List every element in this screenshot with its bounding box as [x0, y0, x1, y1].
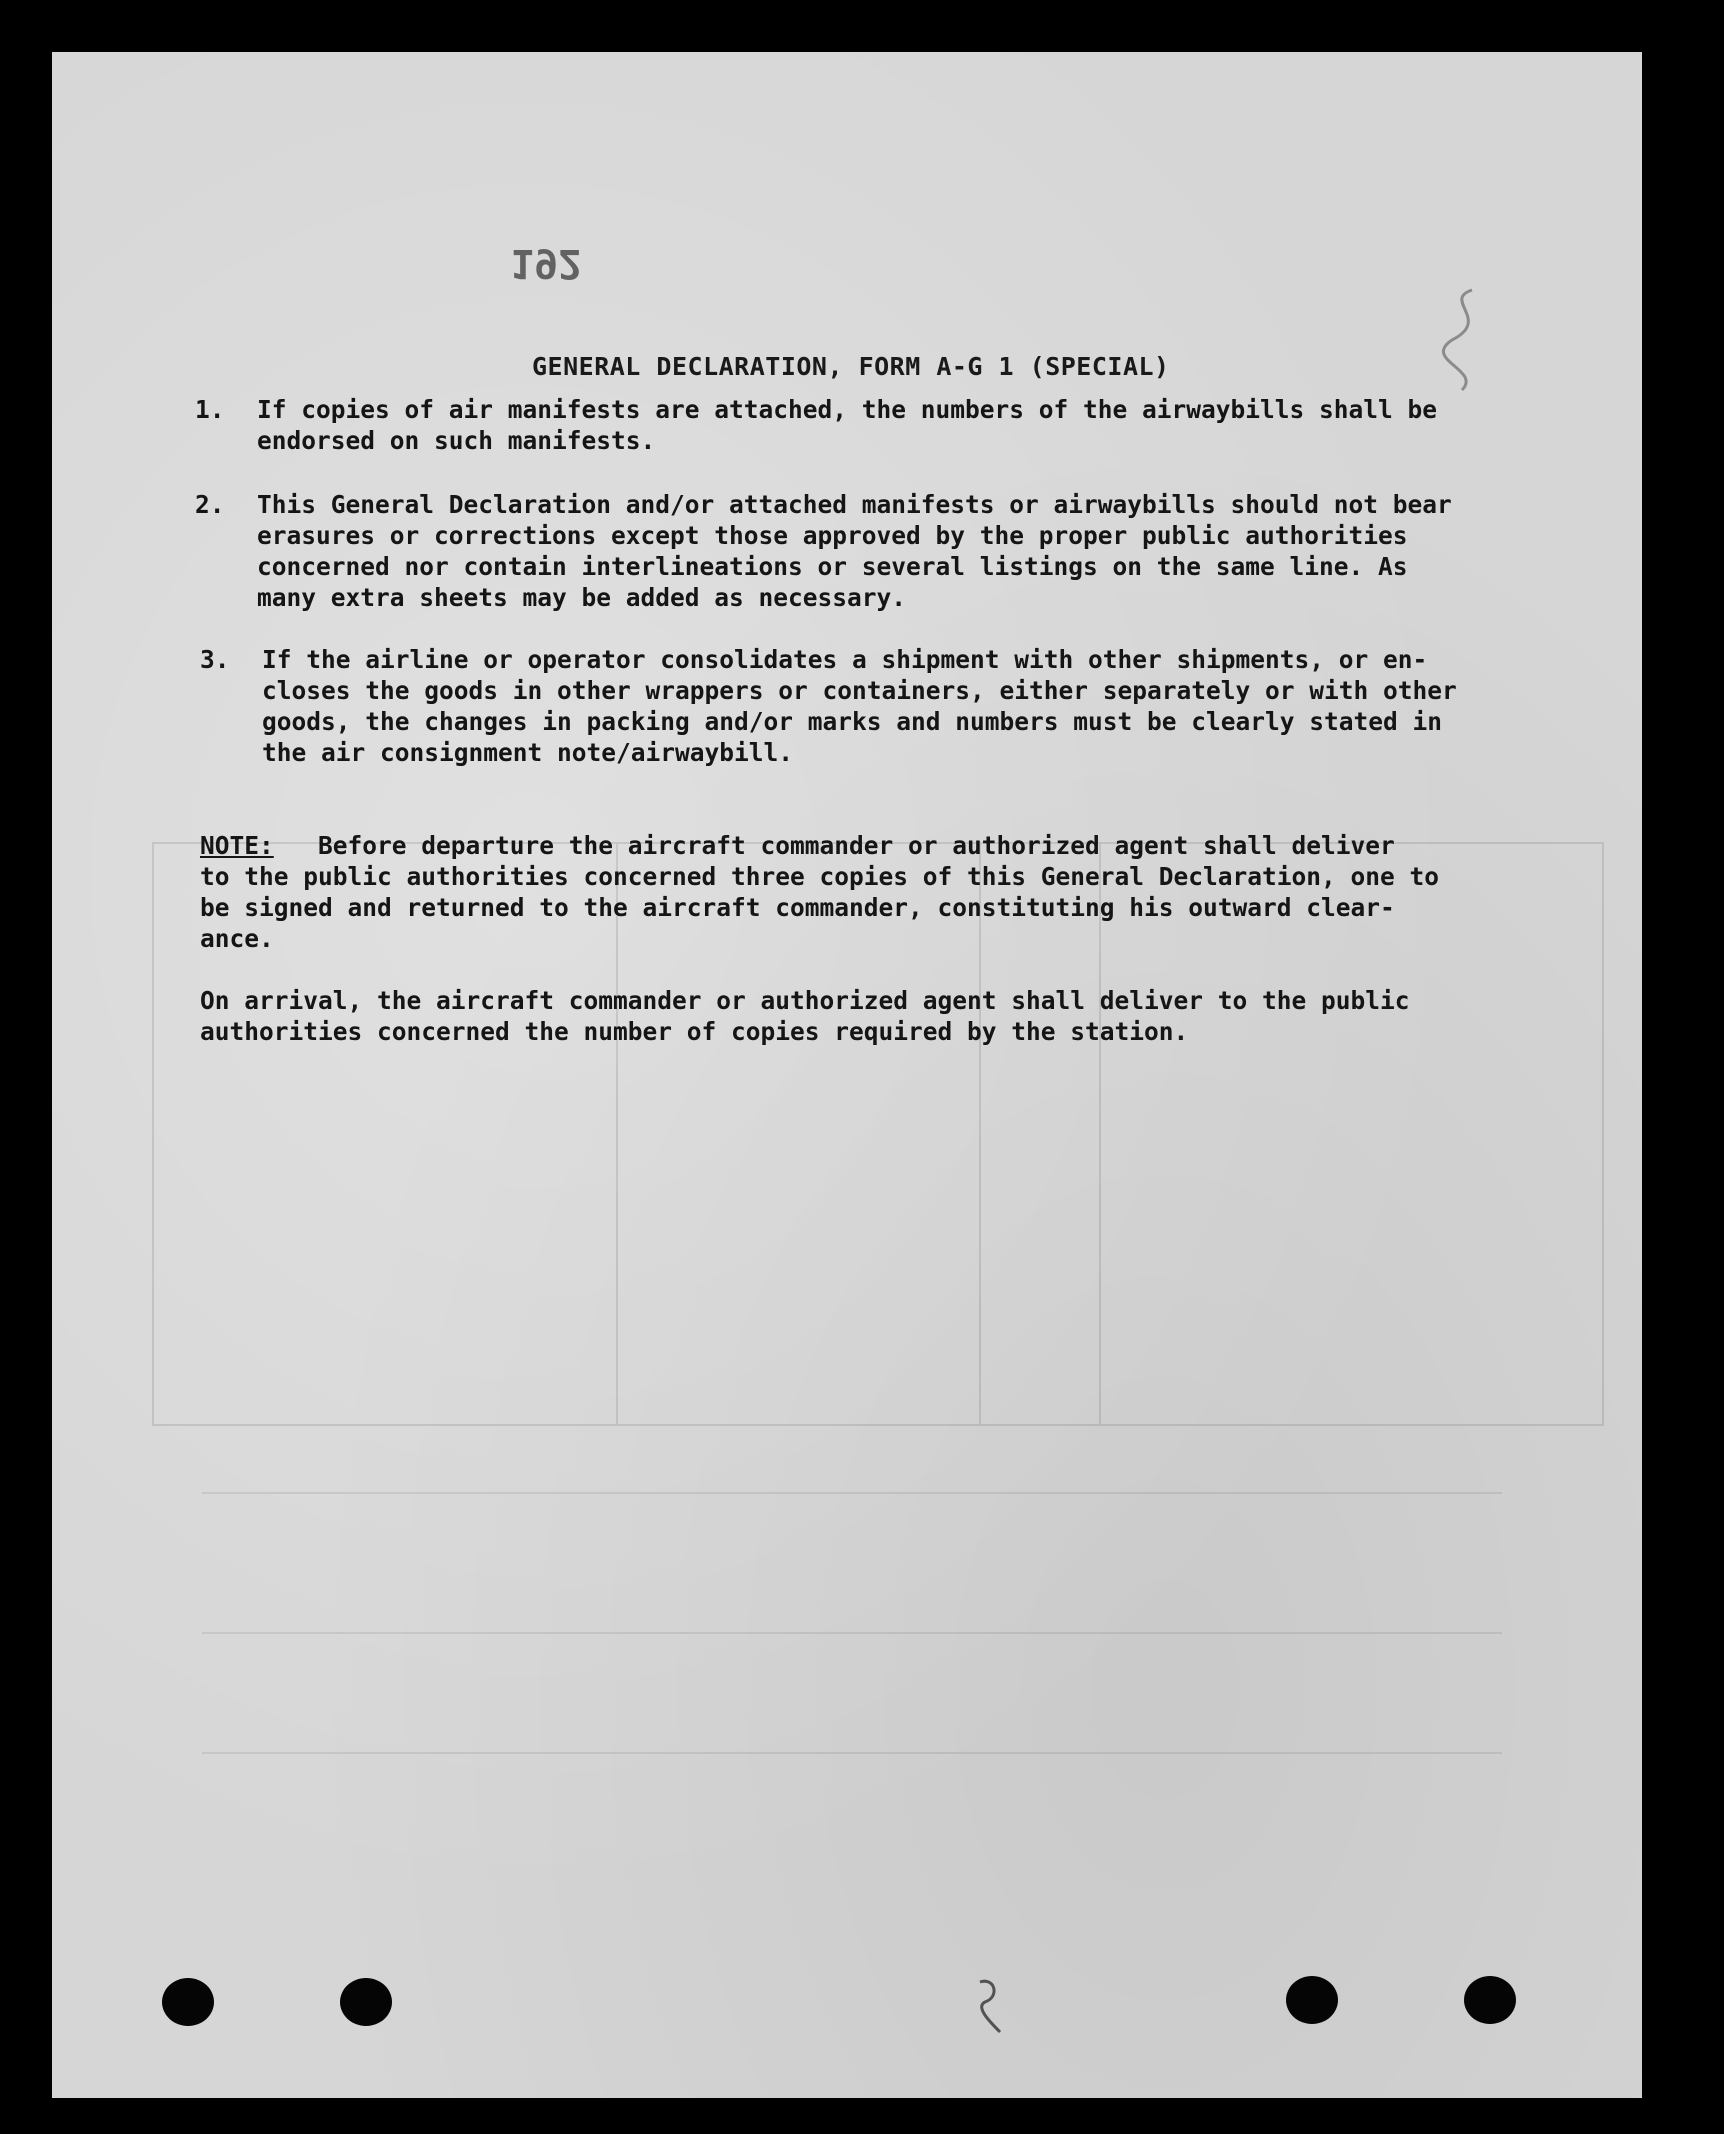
- item-number: 3.: [200, 645, 230, 674]
- note-line: ance.: [200, 924, 274, 953]
- item-text: [257, 394, 1575, 456]
- punch-hole: [1464, 1976, 1516, 2024]
- instruction-item-2: [195, 489, 1575, 613]
- ghost-rule: [202, 1632, 1502, 1634]
- item-line: This General Declaration and/or attached manifests or airwaybills should not bear: [257, 490, 1452, 519]
- item-line: If copies of air manifests are attached, the numbers of the airwaybills shall be: [257, 395, 1438, 424]
- page-stamp-number: 192: [510, 240, 583, 286]
- item-line: the air consignment note/airwaybill.: [262, 738, 794, 767]
- instruction-item-3: [200, 644, 1580, 768]
- document-page: [52, 52, 1642, 2098]
- item-line: goods, the changes in packing and/or marks and numbers must be clearly stated in: [262, 707, 1443, 736]
- handwritten-scribble: [1412, 280, 1532, 400]
- note-line: to the public authorities concerned three copies of this General Declaration, one to: [200, 862, 1440, 891]
- ghost-rule: [202, 1752, 1502, 1754]
- item-text: [262, 644, 1580, 768]
- arrival-line: authorities concerned the number of copies required by the station.: [200, 1017, 1189, 1046]
- punch-hole: [340, 1978, 392, 2026]
- arrival-line: On arrival, the aircraft commander or authorized agent shall deliver to the public: [200, 986, 1410, 1015]
- note-block: [200, 830, 1574, 954]
- note-line: Before departure the aircraft commander or authorized agent shall deliver: [318, 831, 1395, 860]
- item-line: endorsed on such manifests.: [257, 426, 656, 455]
- item-line: concerned nor contain interlineations or several listings on the same line. As: [257, 552, 1408, 581]
- punch-hole: [162, 1978, 214, 2026]
- item-line: many extra sheets may be added as necessary.: [257, 583, 907, 612]
- item-number: 1.: [195, 395, 225, 424]
- handwritten-mark: [960, 1972, 1020, 2042]
- ghost-rule: [202, 1492, 1502, 1494]
- note-line: be signed and returned to the aircraft commander, constituting his outward clear-: [200, 893, 1395, 922]
- item-number: 2.: [195, 490, 225, 519]
- item-line: closes the goods in other wrappers or containers, either separately or with other: [262, 676, 1457, 705]
- note-label: NOTE:: [200, 831, 274, 860]
- item-line: erasures or corrections except those approved by the proper public authorities: [257, 521, 1408, 550]
- note-first-line: [200, 830, 1574, 861]
- item-line: If the airline or operator consolidates a shipment with other shipments, or en-: [262, 645, 1428, 674]
- document-title: GENERAL DECLARATION, FORM A-G 1 (SPECIAL): [532, 352, 1170, 381]
- instruction-item-1: [195, 394, 1575, 456]
- item-text: [257, 489, 1575, 613]
- punch-hole: [1286, 1976, 1338, 2024]
- arrival-note: [200, 985, 1574, 1047]
